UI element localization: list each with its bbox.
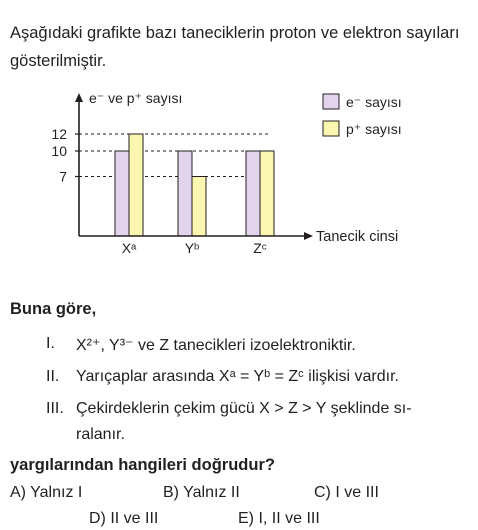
x-category-label: Yᵇ <box>184 240 200 256</box>
bar-proton <box>260 151 274 236</box>
chart-category-labels <box>122 240 267 256</box>
statement-number: III. <box>46 400 64 417</box>
x-axis-arrow <box>304 232 313 240</box>
question-intro-text: Aşağıdaki grafikte bazı taneciklerin proton ve elektron sayıları gösterilmiştir. <box>10 24 460 70</box>
statement-number: II. <box>46 368 60 385</box>
y-axis-label: e⁻ ve p⁺ sayısı <box>89 90 183 106</box>
bar-electron <box>246 151 260 236</box>
x-category-label: Zᶜ <box>253 240 267 256</box>
bar-proton <box>129 134 143 236</box>
statement-1 <box>46 335 466 359</box>
bar-electron <box>115 151 129 236</box>
y-tick-label: 12 <box>51 126 67 142</box>
y-tick-label: 7 <box>59 168 67 185</box>
statement-3 <box>46 400 466 450</box>
legend-swatch-proton <box>323 121 339 136</box>
option-c[interactable]: C) I ve III <box>314 484 379 501</box>
bar-proton <box>192 177 206 237</box>
statement-2 <box>46 368 466 392</box>
legend-label-proton: p⁺ sayısı <box>346 121 402 137</box>
y-tick-label: 10 <box>51 143 67 159</box>
chart-gridlines <box>75 134 268 177</box>
option-b[interactable]: B) Yalnız II <box>163 484 240 501</box>
legend-swatch-electron <box>323 94 339 109</box>
legend-label-electron: e⁻ sayısı <box>346 94 402 110</box>
option-a[interactable]: A) Yalnız I <box>10 484 83 501</box>
chart-tick-labels <box>51 126 67 185</box>
question-prompt: yargılarından hangileri doğrudur? <box>10 456 275 474</box>
statement-text: Çekirdeklerin çekim gücü X > Z > Y şeklinde sı- <box>76 400 412 417</box>
statement-text: X²⁺, Y³⁻ ve Z tanecikleri izoelektroniktir. <box>76 337 356 354</box>
y-axis-arrow <box>75 93 83 102</box>
statement-text-continued: ralanır. <box>76 426 125 443</box>
question-heading: Buna göre, <box>10 300 97 318</box>
chart-bars <box>115 134 274 236</box>
statement-text: Yarıçaplar arasında Xᵃ = Yᵇ = Zᶜ ilişkisi vardır. <box>76 368 399 385</box>
option-d[interactable]: D) II ve III <box>89 510 159 527</box>
bar-electron <box>178 151 192 236</box>
statement-number: I. <box>46 335 55 352</box>
option-e[interactable]: E) I, II ve III <box>238 510 320 527</box>
x-category-label: Xᵃ <box>121 240 137 256</box>
x-axis-label: Tanecik cinsi <box>316 229 399 245</box>
